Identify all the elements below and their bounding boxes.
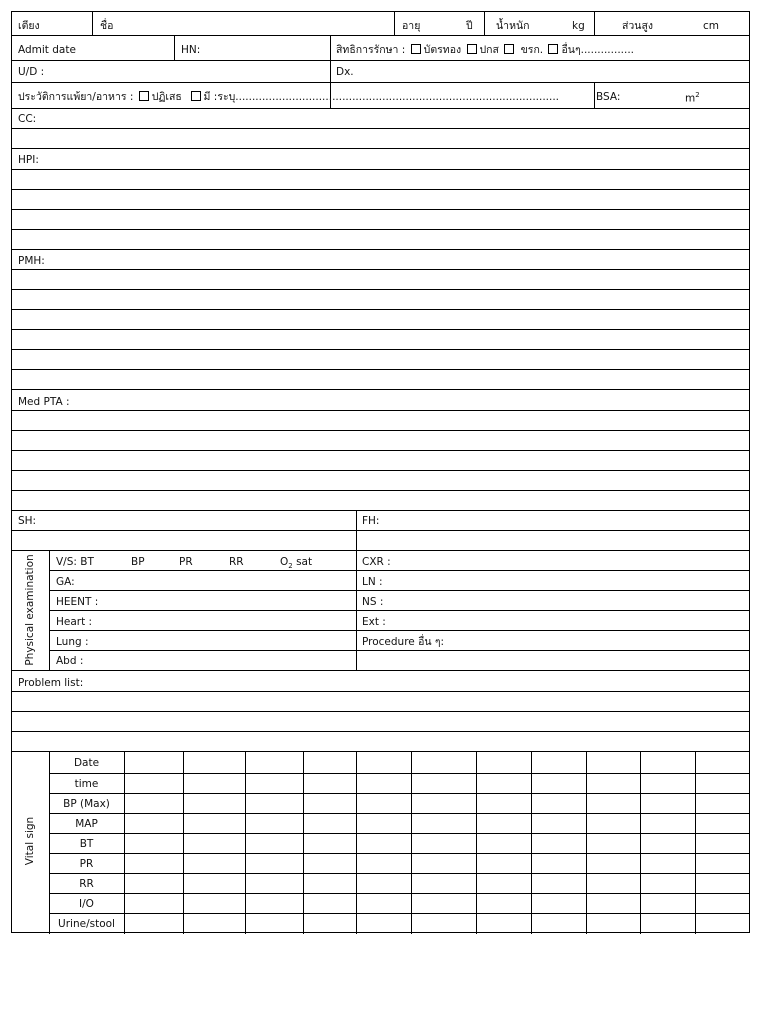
- weight-label: น้ำหนัก: [496, 20, 530, 32]
- pmh-label: PMH:: [18, 255, 45, 267]
- bed-label: เตียง: [18, 20, 40, 32]
- vital-row-map: MAP: [75, 818, 98, 830]
- admission-form: [11, 11, 750, 933]
- ns-label: NS :: [362, 596, 384, 608]
- lung-label: Lung :: [56, 636, 89, 648]
- bp-label: BP: [131, 556, 145, 568]
- gold-card-label: บัตรทอง: [423, 44, 462, 56]
- admit-date-label: Admit date: [18, 44, 76, 56]
- dx-label: Dx.: [336, 66, 354, 78]
- vital-row-time: time: [74, 778, 99, 790]
- civil-servant-label: ขรก.: [520, 44, 544, 56]
- age-label: อายุ: [402, 20, 421, 32]
- sat-label: sat: [292, 556, 313, 568]
- checkbox-other[interactable]: [548, 44, 558, 54]
- vital-signs-line: [56, 556, 94, 568]
- procedure-label: Procedure อื่น ๆ:: [362, 636, 445, 648]
- ud-label: U/D :: [18, 66, 45, 78]
- checkbox-allergy-have[interactable]: [191, 91, 201, 101]
- physical-exam-side-label: Physical examination: [24, 554, 36, 666]
- vital-row-bt: BT: [79, 838, 94, 850]
- bsa-unit: [685, 89, 700, 105]
- vital-sign-side-label: Vital sign: [24, 816, 36, 866]
- hn-label: HN:: [181, 44, 201, 56]
- rr-label: RR: [229, 556, 244, 568]
- treatment-rights: [336, 44, 634, 56]
- rights-label: สิทธิการรักษา :: [336, 44, 406, 56]
- name-label: ชื่อ: [100, 20, 114, 32]
- problem-list-label: Problem list:: [18, 677, 84, 689]
- age-unit: ปี: [466, 20, 473, 32]
- cxr-label: CXR :: [362, 556, 391, 568]
- vital-row-rr: RR: [79, 878, 94, 890]
- social-security-label: ปกส: [479, 44, 499, 56]
- allergy-row: [18, 91, 559, 103]
- o2-label: O: [280, 556, 289, 568]
- weight-unit: kg: [572, 20, 585, 32]
- fh-label: FH:: [362, 515, 380, 527]
- med-pta-label: Med PTA :: [18, 396, 70, 408]
- vital-row-bp-max: BP (Max): [63, 798, 110, 810]
- cc-label: CC:: [18, 113, 37, 125]
- checkbox-social-security[interactable]: [467, 44, 477, 54]
- vital-row-date: Date: [73, 757, 100, 769]
- hpi-label: HPI:: [18, 154, 39, 166]
- abd-label: Abd :: [56, 655, 84, 667]
- o2-sub: 2: [288, 562, 293, 571]
- other-rights-label: อื่นๆ................: [561, 44, 635, 56]
- bsa-unit-m: m: [685, 92, 696, 105]
- sh-label: SH:: [18, 515, 37, 527]
- checkbox-civil-servant[interactable]: [504, 44, 514, 54]
- ext-label: Ext :: [362, 616, 386, 628]
- heart-label: Heart :: [56, 616, 93, 628]
- pr-label: PR: [179, 556, 193, 568]
- ga-label: GA:: [56, 576, 75, 588]
- allergy-label: ประวัติการแพ้ยา/อาหาร :: [18, 91, 134, 103]
- vital-row-io: I/O: [79, 898, 94, 910]
- checkbox-allergy-deny[interactable]: [139, 91, 149, 101]
- bsa-label: BSA:: [596, 91, 621, 103]
- allergy-deny-label: ปฏิเสธ: [151, 91, 182, 103]
- vital-row-pr: PR: [79, 858, 94, 870]
- ln-label: LN :: [362, 576, 383, 588]
- vs-bt-label: V/S: BT: [56, 556, 94, 568]
- height-unit: cm: [703, 20, 720, 32]
- bsa-unit-sq: 2: [695, 91, 700, 99]
- allergy-have-label: มี :ระบุ.................................................................................................: [203, 91, 560, 103]
- heent-label: HEENT :: [56, 596, 99, 608]
- vital-row-urine-stool: Urine/stool: [58, 918, 115, 930]
- checkbox-gold-card[interactable]: [411, 44, 421, 54]
- height-label: ส่วนสูง: [622, 20, 654, 32]
